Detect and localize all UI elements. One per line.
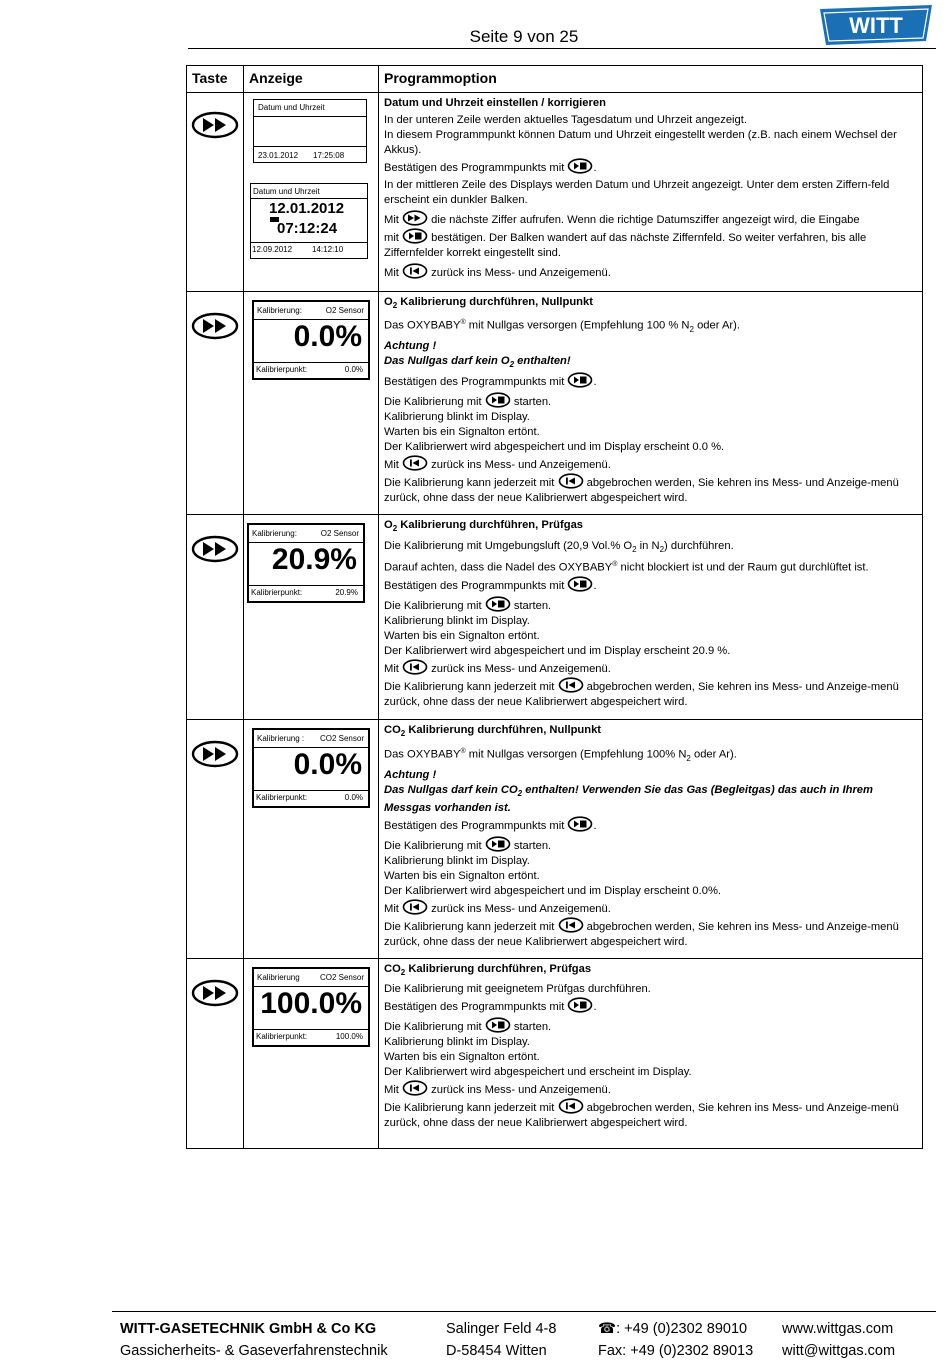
back-key-icon (402, 659, 428, 675)
footer-rule (112, 1311, 936, 1312)
fast-forward-key-icon (191, 740, 239, 768)
play-stop-key-icon (567, 372, 593, 388)
key-cell (187, 958, 244, 1148)
warning-line: Achtung ! (384, 768, 437, 781)
table-row (187, 515, 923, 720)
lcd-sensor: O2 Sensor (325, 306, 364, 315)
text-line: Das OXYBABY® mit Nullgas versorgen (Empfehlung 100 % $N_2$ oder Ar). (384, 319, 740, 335)
key-cell (187, 515, 244, 720)
text-line: Die Kalibrierung mit starten. (384, 596, 917, 614)
display-cell (244, 515, 379, 720)
lcd-big-value: 0.0% (293, 320, 362, 353)
play-stop-key-icon (485, 596, 511, 612)
header-anzeige: Anzeige (244, 66, 379, 93)
lcd-big-time: 07:12:24 (277, 220, 338, 237)
text-line: In der mittleren Zeile des Displays werden Datum und Uhrzeit angezeigt. Unter dem ersten Ziffern-feld erscheint ein dunkler Balken. (384, 179, 890, 206)
play-stop-key-icon (485, 1017, 511, 1033)
street: Salinger Feld 4-8 (446, 1321, 557, 1337)
footer-web (782, 1318, 895, 1362)
lcd-big-value: 0.0% (293, 748, 362, 782)
back-key-icon (402, 455, 428, 471)
lcd-display (250, 183, 368, 259)
instruction-table (186, 65, 923, 1149)
back-key-icon (402, 1080, 428, 1096)
witt-logo (820, 5, 932, 45)
text-line: Kalibrierung blinkt im Display. (384, 614, 530, 627)
play-stop-key-icon (567, 816, 593, 832)
text-line: Die Kalibrierung kann jederzeit mit abgebrochen werden, Sie kehren ins Mess- und Anzeige-menü zurück, ohne dass der neue Kalibrierwert abgespeichert wird. (384, 677, 917, 710)
lcd-display (252, 967, 370, 1047)
lcd-big-value: 20.9% (271, 543, 357, 577)
fast-forward-key-icon (191, 111, 239, 139)
text-line: Mit zurück ins Mess- und Anzeigemenü. (384, 659, 917, 677)
lcd-date: 23.01.2012 (258, 151, 299, 160)
text-line: Mit zurück ins Mess- und Anzeigemenü. (384, 455, 917, 473)
section-title: Datum und Uhrzeit einstellen / korrigieren (384, 97, 606, 109)
fast-forward-key-icon (191, 535, 239, 563)
program-option-cell (379, 292, 923, 515)
lcd-label: Kalibrierung: (257, 306, 302, 315)
text-line: Die Kalibrierung kann jederzeit mit abgebrochen werden, Sie kehren ins Mess- und Anzeige-menü zurück, ohne dass der neue Kalibrierwert abgespeichert wird. (384, 1098, 917, 1131)
text-line: Mit zurück ins Mess- und Anzeigemenü. (384, 263, 917, 281)
text-line: Kalibrierung blinkt im Display. (384, 411, 530, 424)
text-line: Kalibrierung blinkt im Display. (384, 1036, 530, 1049)
section-title: $CO_2$ Kalibrierung durchführen, Prüfgas (384, 962, 592, 978)
text-line: Die Kalibrierung mit starten. (384, 392, 917, 410)
back-key-icon (402, 263, 428, 279)
lcd-point: 0.0% (344, 793, 363, 803)
header-programmoption: Programmoption (379, 66, 923, 93)
text-line: Bestätigen des Programmpunkts mit . (384, 816, 917, 834)
program-option-cell (379, 958, 923, 1148)
header-rule (188, 48, 936, 49)
lcd-display (252, 728, 370, 808)
program-option-cell (379, 93, 923, 292)
text-line: Bestätigen des Programmpunkts mit . (384, 158, 917, 176)
text-line: Mit die nächste Ziffer aufrufen. Wenn die richtige Datumsziffer angezeigt wird, die Eingabe mit bestätigen. Der Balken wandert auf das nächste Ziffernfeld. So weiter verfahren, bis alle Ziffernfelder korrekt eingestellt sind. (384, 210, 917, 261)
company-tagline: Gassicherheits- & Gaseverfahrenstechnik (120, 1343, 388, 1359)
back-key-icon (402, 899, 428, 915)
back-key-icon (558, 917, 584, 933)
lcd-point: 0.0% (344, 365, 363, 374)
text-line: Die Kalibrierung kann jederzeit mit abgebrochen werden, Sie kehren ins Mess- und Anzeige-menü zurück, ohne dass der neue Kalibrierwert abgespeichert wird. (384, 917, 917, 950)
svg-text:WITT: WITT (849, 13, 903, 38)
lcd-big-date: 12.01.2012 (269, 200, 345, 217)
text-line: Warten bis ein Signalton ertönt. (384, 1051, 540, 1064)
text-line: Der Kalibrierwert wird abgespeichert und im Display erscheint 20.9 %. (384, 644, 731, 657)
back-key-icon (558, 473, 584, 489)
text-line: Mit zurück ins Mess- und Anzeigemenü. (384, 1080, 917, 1098)
text-line: Mit zurück ins Mess- und Anzeigemenü. (384, 899, 917, 917)
table-row (187, 958, 923, 1148)
text-line: Die Kalibrierung mit starten. (384, 1017, 917, 1035)
play-stop-key-icon (485, 392, 511, 408)
text-line: Warten bis ein Signalton ertönt. (384, 629, 540, 642)
play-stop-key-icon (567, 997, 593, 1013)
text-line: Die Kalibrierung kann jederzeit mit abgebrochen werden, Sie kehren ins Mess- und Anzeige-menü zurück, ohne dass der neue Kalibrierwert abgespeichert wird. (384, 473, 917, 506)
back-key-icon (558, 1098, 584, 1114)
display-cell (244, 720, 379, 958)
play-stop-key-icon (567, 576, 593, 592)
lcd-title: Datum und Uhrzeit (253, 187, 320, 196)
footer-contact (598, 1318, 753, 1362)
lcd-display (253, 99, 367, 163)
lcd-sensor: O2 Sensor (320, 529, 359, 539)
program-option-cell (379, 515, 923, 720)
text-line: Darauf achten, dass die Nadel des OXYBABY® nicht blockiert ist und der Raum gut durchlüftet ist. (384, 560, 869, 574)
lcd-label: Kalibrierung : (257, 734, 305, 744)
text-line: Bestätigen des Programmpunkts mit . (384, 372, 917, 390)
fast-forward-key-icon (402, 210, 428, 226)
table-row (187, 720, 923, 958)
lcd-date: 12.09.2012 (252, 245, 293, 254)
text-line: Die Kalibrierung mit geeignetem Prüfgas durchführen. (384, 983, 651, 996)
text-line: Der Kalibrierwert wird abgespeichert und im Display erscheint 0.0 %. (384, 441, 725, 454)
section-title: $CO_2$ Kalibrierung durchführen, Nullpunkt (384, 724, 602, 739)
back-key-icon (558, 677, 584, 693)
text-line: Der Kalibrierwert wird abgespeichert und im Display erscheint 0.0%. (384, 884, 722, 897)
lcd-label: Kalibrierpunkt: (251, 588, 303, 598)
text-line: In diesem Programmpunkt können Datum und Uhrzeit eingestellt werden (z.B. nach einem Wechsel der Akkus). (384, 129, 897, 156)
fax: Fax: +49 (0)2302 89013 (598, 1343, 754, 1359)
fast-forward-key-icon (191, 979, 239, 1007)
table-row (187, 93, 923, 292)
display-cell (244, 93, 379, 292)
lcd-label: Kalibrierpunkt: (256, 1031, 308, 1041)
text-line: Das OXYBABY® mit Nullgas versorgen (Empfehlung 100% $N_2$ oder Ar). (384, 747, 737, 763)
text-line: In der unteren Zeile werden aktuelles Tagesdatum und Uhrzeit angezeigt. (384, 114, 747, 126)
warning-line: Das Nullgas darf kein $O_2$ enthalten! (384, 355, 571, 370)
display-cell (244, 292, 379, 515)
text-line: Bestätigen des Programmpunkts mit . (384, 997, 917, 1015)
lcd-label: Kalibrierpunkt: (256, 365, 308, 374)
text-line: Bestätigen des Programmpunkts mit . (384, 576, 917, 594)
lcd-time: 14:12:10 (312, 245, 344, 254)
phone-icon: ☎ (598, 1321, 617, 1337)
text-line: Warten bis ein Signalton ertönt. (384, 869, 540, 882)
lcd-sensor: CO2 Sensor (319, 972, 364, 982)
footer-company (120, 1318, 388, 1362)
lcd-sensor: CO2 Sensor (319, 734, 364, 744)
lcd-big-value: 100.0% (260, 986, 362, 1020)
key-cell (187, 93, 244, 292)
page-number: Seite 9 von 25 (469, 27, 579, 46)
key-cell (187, 292, 244, 515)
program-option-cell (379, 720, 923, 958)
phone: ☎: +49 (0)2302 89010 (598, 1321, 748, 1337)
city: D-58454 Witten (446, 1343, 547, 1359)
lcd-time: 17:25:08 (313, 151, 345, 160)
fast-forward-key-icon (191, 312, 239, 340)
play-stop-key-icon (567, 158, 593, 174)
text-line: Die Kalibrierung mit Umgebungsluft (20,9 Vol.% $O_2$ in $N_2$) durchführen. (384, 539, 734, 554)
table-row (187, 292, 923, 515)
lcd-label: Kalibrierung (257, 972, 300, 982)
website-link[interactable]: www.wittgas.com (782, 1321, 894, 1337)
play-stop-key-icon (402, 228, 428, 244)
header-taste: Taste (187, 66, 244, 93)
lcd-display (252, 300, 370, 380)
lcd-point: 100.0% (335, 1031, 363, 1041)
play-stop-key-icon (485, 836, 511, 852)
warning-line: Das Nullgas darf kein $CO_2$ enthalten! Verwenden Sie das Gas (Begleitgas) das auch in Ihrem Messgas vorhanden ist. (384, 783, 873, 814)
lcd-display (247, 523, 365, 603)
lcd-label: Kalibrierpunkt: (256, 793, 308, 803)
text-line: Der Kalibrierwert wird abgespeichert und erscheint im Display. (384, 1066, 692, 1079)
warning-line: Achtung ! (384, 340, 437, 353)
display-cell (244, 958, 379, 1148)
email-link[interactable]: witt@wittgas.com (782, 1343, 896, 1359)
footer-address (446, 1318, 556, 1362)
section-title: $O_2$ Kalibrierung durchführen, Nullpunkt (384, 296, 593, 311)
text-line: Warten bis ein Signalton ertönt. (384, 426, 540, 439)
lcd-point: 20.9% (335, 588, 358, 598)
company-name: WITT-GASETECHNIK GmbH & Co KG (120, 1321, 377, 1337)
text-line: Die Kalibrierung mit starten. (384, 836, 917, 854)
table-header-row (187, 66, 923, 93)
key-cell (187, 720, 244, 958)
section-title: $O_2$ Kalibrierung durchführen, Prüfgas (384, 519, 584, 534)
lcd-title: Datum und Uhrzeit (258, 103, 325, 112)
text-line: Kalibrierung blinkt im Display. (384, 854, 530, 867)
lcd-label: Kalibrierung: (252, 529, 297, 539)
